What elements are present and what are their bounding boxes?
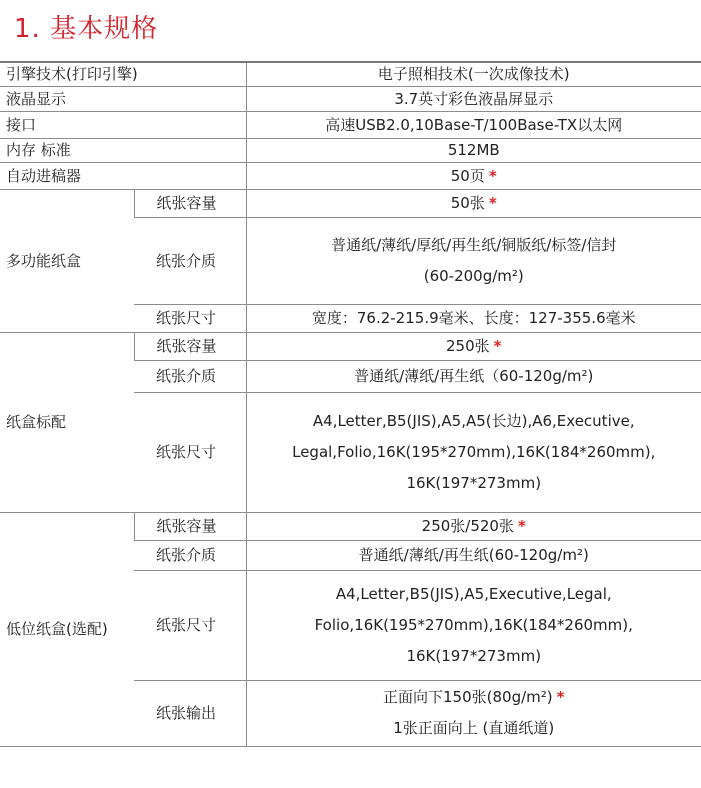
- output-face-down: 正面向下150张(80g/m²): [383, 688, 553, 706]
- lower-media-label: 纸张介质: [134, 540, 246, 570]
- table-row: [0, 86, 701, 111]
- std-tray-label: 纸盒标配: [0, 332, 134, 512]
- lcd-value: 3.7英寸彩色液晶屏显示: [246, 86, 701, 111]
- mp-tray-label: 多功能纸盒: [0, 189, 134, 332]
- std-capacity-label: 纸张容量: [134, 332, 246, 360]
- std-size-cell: [246, 392, 701, 512]
- output-cell: [246, 680, 701, 746]
- lower-tray-label: 低位纸盒(选配): [0, 512, 134, 746]
- lower-size-label: 纸张尺寸: [134, 570, 246, 680]
- spec-table: [0, 61, 701, 747]
- output-line: [247, 682, 701, 713]
- engine-value: 电子照相技术(一次成像技术): [246, 62, 701, 86]
- table-row: [0, 62, 701, 86]
- asterisk-mark: *: [517, 517, 526, 535]
- lower-capacity-value: 250张/520张: [421, 517, 514, 535]
- table-row: [0, 332, 701, 360]
- mp-media-cell: [246, 217, 701, 304]
- std-size-line: A4,Letter,B5(JIS),A5,A5(长边),A6,Executive,: [312, 411, 635, 430]
- lower-media-value: 普通纸/薄纸/再生纸(60-120g/m²): [246, 540, 701, 570]
- asterisk-mark: *: [488, 166, 497, 185]
- lower-size-line: A4,Letter,B5(JIS),A5,Executive,Legal,: [335, 584, 612, 603]
- mp-media-weight: (60-200g/m²): [423, 266, 524, 285]
- std-size-label: 纸张尺寸: [134, 392, 246, 512]
- std-capacity-cell: [246, 332, 701, 360]
- interface-value: 高速USB2.0,10Base-T/100Base-TX以太网: [246, 111, 701, 138]
- table-row: [0, 512, 701, 540]
- section-title: 1. 基本规格: [14, 14, 159, 44]
- lower-capacity-label: 纸张容量: [134, 512, 246, 540]
- asterisk-mark: *: [493, 337, 502, 355]
- adf-value-cell: [246, 162, 701, 189]
- lcd-label: 液晶显示: [0, 86, 246, 111]
- asterisk-mark: *: [556, 688, 565, 706]
- lower-capacity-cell: [246, 512, 701, 540]
- mp-capacity-value: 50张: [450, 194, 485, 212]
- mp-media-line: 普通纸/薄纸/厚纸/再生纸/铜版纸/标签/信封: [331, 235, 617, 254]
- engine-label: 引擎技术(打印引擎): [0, 62, 246, 86]
- asterisk-mark: *: [488, 194, 497, 212]
- std-size-line: 16K(197*273mm): [406, 473, 542, 492]
- mp-capacity-cell: [246, 189, 701, 217]
- std-media-label: 纸张介质: [134, 360, 246, 392]
- lower-size-cell: [246, 570, 701, 680]
- output-face-up: 1张正面向上 (直通纸道): [393, 719, 555, 737]
- interface-label: 接口: [0, 111, 246, 138]
- adf-value: 50页: [450, 166, 485, 185]
- adf-label: 自动进稿器: [0, 162, 246, 189]
- std-capacity-value: 250张: [446, 337, 490, 355]
- lower-size-line: Folio,16K(195*270mm),16K(184*260mm),: [314, 615, 633, 634]
- std-size-line: Legal,Folio,16K(195*270mm),16K(184*260mm),: [292, 442, 656, 461]
- table-row: [0, 189, 701, 217]
- mp-size-value: 宽度：76.2-215.9毫米、长度：127-355.6毫米: [246, 304, 701, 332]
- mp-capacity-label: 纸张容量: [134, 189, 246, 217]
- table-row: [0, 138, 701, 162]
- mp-media-label: 纸张介质: [134, 217, 246, 304]
- std-media-value: 普通纸/薄纸/再生纸（60-120g/m²): [246, 360, 701, 392]
- lower-size-line: 16K(197*273mm): [406, 646, 542, 665]
- output-label: 纸张输出: [134, 680, 246, 746]
- table-row: [0, 111, 701, 138]
- table-row: [0, 162, 701, 189]
- memory-label: 内存 标准: [0, 138, 246, 162]
- memory-value: 512MB: [246, 138, 701, 162]
- mp-size-label: 纸张尺寸: [134, 304, 246, 332]
